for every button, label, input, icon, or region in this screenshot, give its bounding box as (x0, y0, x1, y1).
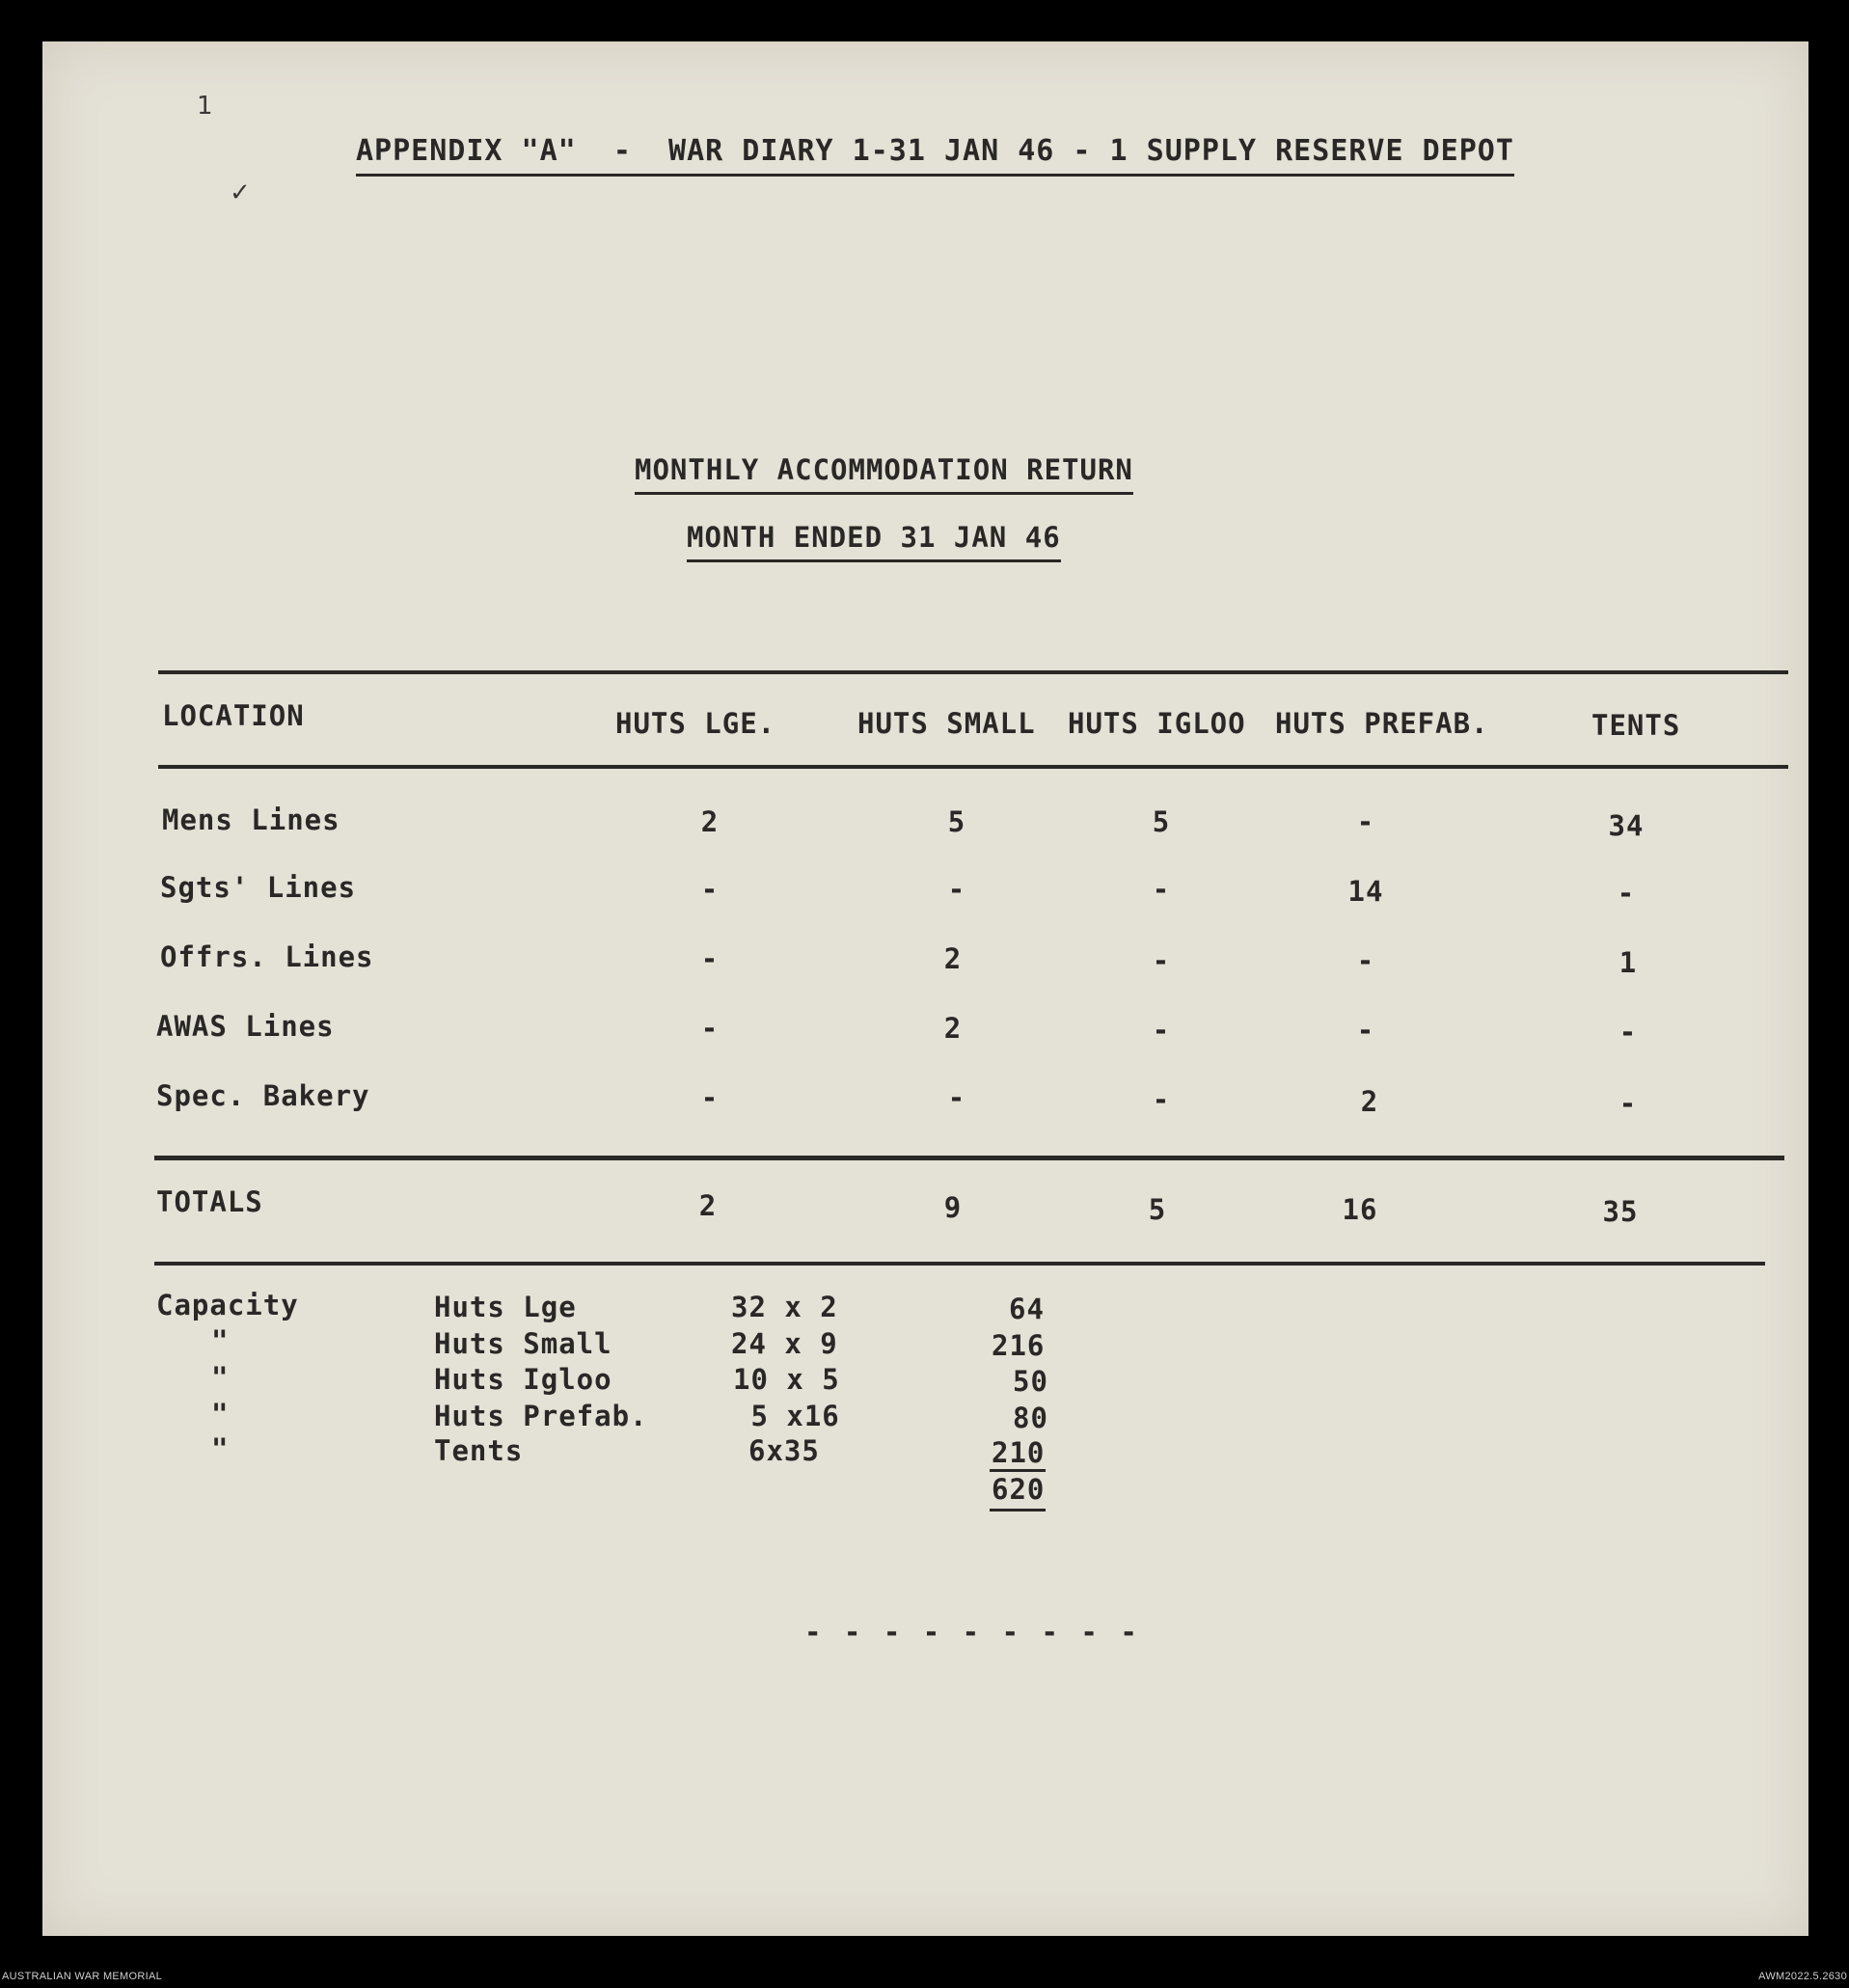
row-cell: - (700, 873, 720, 906)
footer-left-text: AUSTRALIAN WAR MEMORIAL (2, 1971, 163, 1982)
capacity-sum-rule (990, 1469, 1046, 1472)
row-cell: - (947, 873, 966, 906)
row-cell: - (1356, 1014, 1375, 1047)
row-cell: - (947, 1081, 966, 1114)
capacity-result: 64 (1009, 1293, 1045, 1325)
row-cell: 2 (700, 805, 720, 838)
row-cell: - (700, 1012, 720, 1045)
capacity-total-rule (990, 1509, 1046, 1511)
document-header: APPENDIX "A" - WAR DIARY 1-31 JAN 46 - 1 SUPPLY RESERVE DEPOT (356, 134, 1514, 177)
capacity-result: 210 (992, 1436, 1046, 1469)
capacity-ditto: " (211, 1361, 230, 1394)
row-cell: - (1152, 1083, 1171, 1116)
totals-cell: 2 (698, 1189, 718, 1222)
tick-mark: ✓ (230, 178, 251, 207)
row-location: Spec. Bakery (156, 1079, 370, 1112)
row-cell: 1 (1618, 946, 1638, 979)
capacity-total: 620 (992, 1473, 1046, 1506)
row-cell: - (1618, 1087, 1638, 1120)
capacity-type: Huts Igloo (434, 1363, 612, 1396)
row-cell: 14 (1347, 875, 1384, 908)
row-cell: - (1152, 1014, 1171, 1047)
capacity-type: Huts Prefab. (434, 1400, 648, 1432)
column-header-location: LOCATION (162, 699, 305, 732)
capacity-result: 50 (1013, 1365, 1048, 1398)
totals-top-rule (154, 1156, 1784, 1160)
row-cell: - (1356, 944, 1375, 977)
table-top-rule (158, 670, 1788, 674)
capacity-ditto: " (211, 1324, 230, 1357)
capacity-calc: 24 x 9 (731, 1327, 838, 1360)
capacity-calc: 5 x16 (733, 1400, 840, 1432)
capacity-type: Huts Lge (434, 1291, 577, 1323)
capacity-type: Tents (434, 1434, 524, 1467)
row-cell: 5 (1152, 805, 1171, 838)
capacity-ditto: " (211, 1398, 230, 1430)
column-header-huts-small: HUTS SMALL (857, 707, 1036, 740)
totals-label: TOTALS (156, 1185, 263, 1218)
row-cell: - (700, 1081, 720, 1114)
row-cell: - (1618, 1016, 1638, 1048)
capacity-type: Huts Small (434, 1327, 612, 1360)
row-location: Sgts' Lines (160, 871, 357, 904)
totals-cell: 16 (1342, 1193, 1378, 1226)
header-rule (158, 765, 1788, 769)
row-cell: - (1152, 873, 1171, 906)
row-cell: - (1152, 944, 1171, 977)
row-cell: - (700, 942, 720, 975)
capacity-calc: 32 x 2 (731, 1291, 838, 1323)
row-cell: 2 (943, 942, 963, 975)
totals-cell: 35 (1602, 1195, 1639, 1228)
column-header-tents: TENTS (1591, 709, 1681, 742)
totals-cell: 9 (943, 1191, 963, 1224)
totals-bottom-rule (154, 1262, 1765, 1266)
row-location: Mens Lines (162, 803, 340, 836)
end-marker: - - - - - - - - - (804, 1616, 1140, 1648)
capacity-calc: 6x35 (748, 1434, 820, 1467)
capacity-ditto: " (211, 1432, 230, 1465)
row-cell: 34 (1608, 809, 1645, 842)
capacity-result: 216 (992, 1329, 1046, 1362)
row-cell: 5 (947, 805, 966, 838)
totals-cell: 5 (1148, 1193, 1167, 1226)
row-cell: 2 (943, 1012, 963, 1045)
capacity-label: Capacity (156, 1289, 299, 1321)
column-header-huts-igloo: HUTS IGLOO (1068, 707, 1246, 740)
document-title: MONTHLY ACCOMMODATION RETURN (635, 453, 1133, 495)
row-cell: - (1617, 877, 1636, 910)
margin-mark: 1 (197, 92, 213, 121)
column-header-huts-lge: HUTS LGE. (615, 707, 776, 740)
row-cell: - (1356, 805, 1375, 838)
document-subtitle: MONTH ENDED 31 JAN 46 (687, 521, 1061, 562)
row-cell: 2 (1360, 1085, 1379, 1118)
row-location: AWAS Lines (156, 1010, 335, 1043)
column-header-huts-prefab: HUTS PREFAB. (1275, 707, 1489, 740)
document-page (42, 41, 1808, 1936)
row-location: Offrs. Lines (160, 940, 374, 973)
capacity-result: 80 (1013, 1402, 1048, 1434)
footer-right-text: AWM2022.5.2630 (1758, 1971, 1847, 1982)
capacity-calc: 10 x 5 (733, 1363, 840, 1396)
